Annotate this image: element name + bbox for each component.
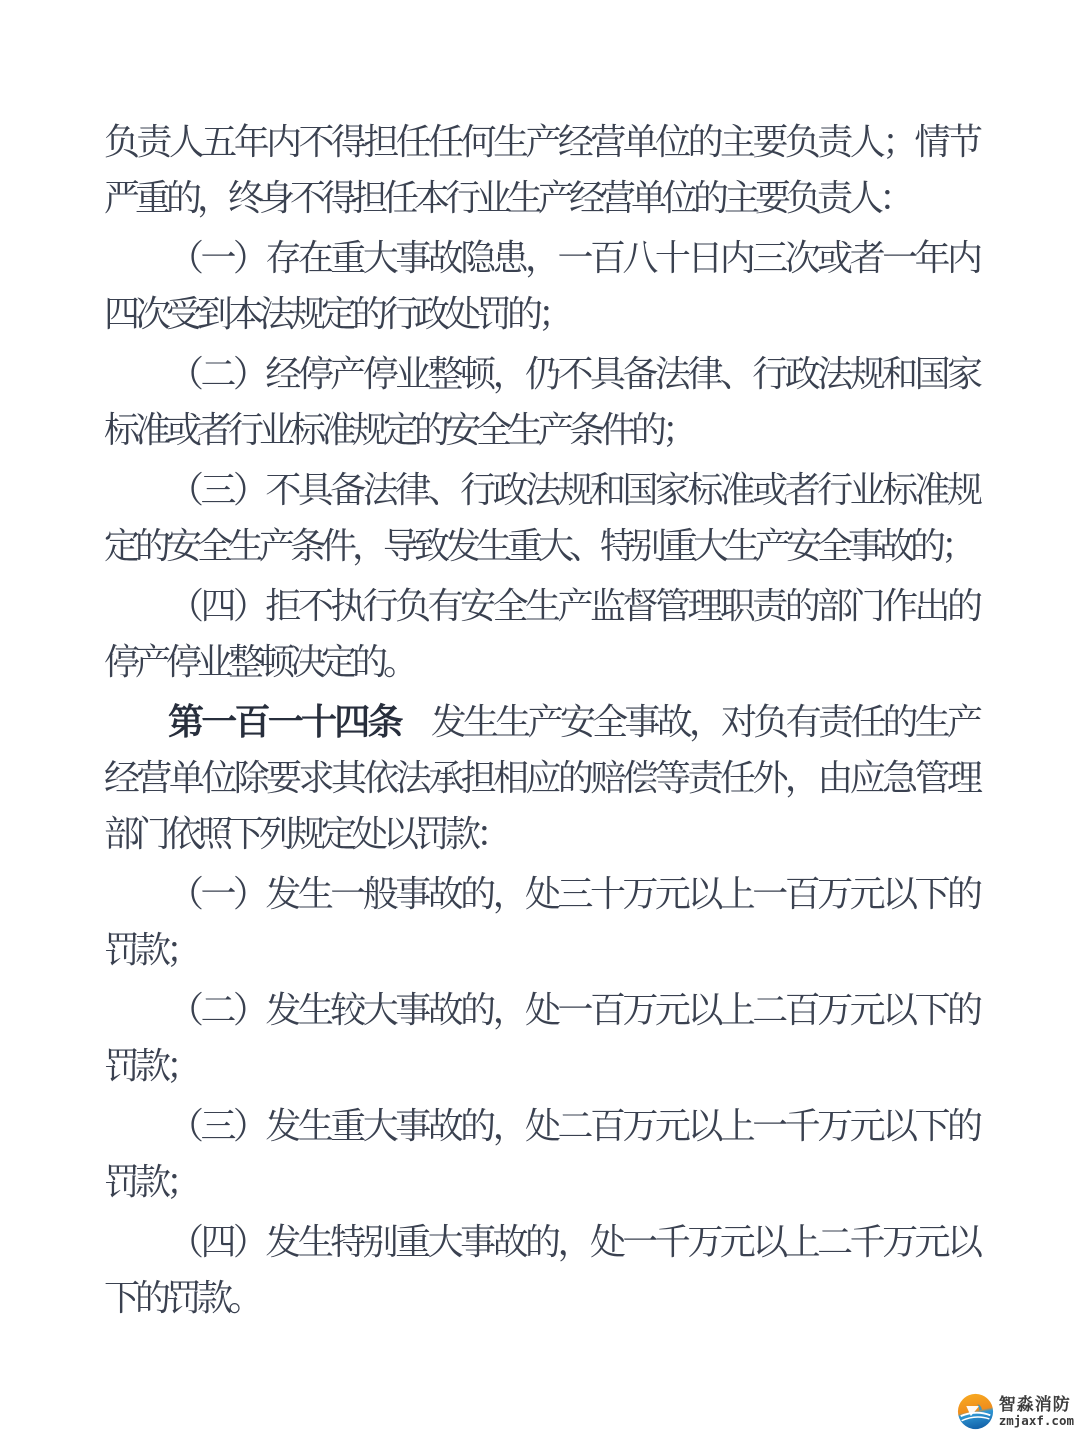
text-line: （二）发生较大事故的，处一百万元以上二百万元以下的 (168, 990, 978, 1030)
text-line: 负责人五年内不得担任任何生产经营单位的主要负责人；情节 (104, 122, 978, 162)
paragraph (104, 1214, 978, 1326)
paragraph (104, 866, 978, 978)
watermark (957, 1393, 1074, 1430)
watermark-domain: zmjaxf.com (998, 1412, 1074, 1428)
text-line: （二）经停产停业整顿，仍不具备法律、行政法规和国家 (168, 354, 978, 394)
text-line: （四）拒不执行负有安全生产监督管理职责的部门作出的 (168, 586, 978, 626)
zhimiao-logo-icon (957, 1393, 994, 1430)
text-line: 部门依照下列规定处以罚款： (104, 814, 508, 854)
paragraph (104, 694, 978, 862)
text-line: （四）发生特别重大事故的，处一千万元以上二千万元以 (168, 1222, 978, 1262)
text-line: 四次受到本法规定的行政处罚的； (104, 294, 570, 334)
text-line: （一）发生一般事故的，处三十万元以上一百万元以下的 (168, 874, 978, 914)
text-line: 定的安全生产条件，导致发生重大、特别重大生产安全事故的； (104, 526, 973, 566)
text-line: 罚款； (104, 1162, 198, 1202)
text-line: （三）不具备法律、行政法规和国家标准或者行业标准规 (168, 470, 978, 510)
article-number: 第一百一十四条 (168, 701, 401, 742)
watermark-text (999, 1396, 1074, 1428)
text-line: 停产停业整顿决定的。 (104, 642, 415, 682)
text-line: 标准或者行业标准规定的安全生产条件的； (104, 410, 694, 450)
text-line-content: 发生生产安全事故，对负有责任的生产 (430, 702, 978, 742)
paragraph (104, 1098, 978, 1210)
text-line: （一）存在重大事故隐患，一百八十日内三次或者一年内 (168, 238, 978, 278)
text-line: 经营单位除要求其依法承担相应的赔偿等责任外，由应急管理 (104, 758, 978, 798)
paragraph (104, 982, 978, 1094)
legal-text (104, 114, 978, 1330)
paragraph (104, 346, 978, 458)
watermark-brand: 智淼消防 (998, 1394, 1071, 1414)
paragraph (104, 230, 978, 342)
text-line: 罚款； (104, 1046, 198, 1086)
text-line (104, 694, 978, 750)
paragraph (104, 462, 978, 574)
text-line: 严重的，终身不得担任本行业生产经营单位的主要负责人： (104, 178, 911, 218)
paragraph (104, 114, 978, 226)
text-line: 下的罚款。 (104, 1278, 260, 1318)
text-line: （三）发生重大事故的，处二百万元以上一千万元以下的 (168, 1106, 978, 1146)
text-line: 罚款； (104, 930, 198, 970)
paragraph (104, 578, 978, 690)
